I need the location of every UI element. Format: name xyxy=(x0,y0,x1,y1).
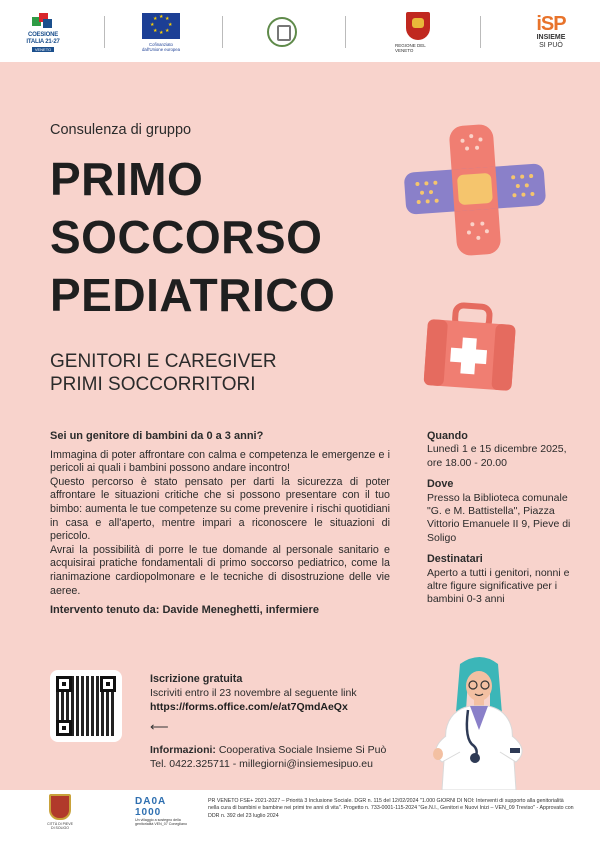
intro-paragraph: Immagina di poter affrontare con calma e competenza le emergenze e i pericoli ai quali i bambini possono andare incontro! xyxy=(50,448,390,475)
info-org: Cooperativa Sociale Insieme Si Può xyxy=(218,744,387,756)
eu-logo xyxy=(140,8,182,56)
program-text: PR VENETO FSE+ 2021-2027 – Priorità 3 Inclusione Sociale. DGR n. 115 del 12/02/2024 "1.000 GIORNI DI NOI: Interventi di supporto alla genitorialità nella cura di bambini e bambine nei primi tre anni di vita". Progetto n. 733-0001-115-2024 "Ge.N.I., Genitori e Nuovi Inizi – VEN_09 Treviso" - Approvato con DDR n. 392 del 23 luglio 2024 xyxy=(208,798,574,819)
logo-bar xyxy=(0,0,600,62)
veneto-lion-icon xyxy=(406,12,430,40)
pieve-shield-icon xyxy=(49,794,71,820)
logo-divider xyxy=(104,16,105,48)
intro-paragraph: Questo percorso è stato pensato per darti la sicurezza di poter affrontare le situazioni critiche che si possono presentare con il tuo bimbo: aumenta le tue competenze su come prevenire i rischi quotidiani in casa e all'aperto, mentre impari a riconoscere le situazioni di pericolo. xyxy=(50,475,390,543)
daa-1000-logo xyxy=(135,796,195,827)
tagline-line: PRIMI SOCCORRITORI xyxy=(50,374,256,395)
coesione-cube-icon xyxy=(32,13,54,29)
when-block xyxy=(427,430,577,470)
isp-line2: SI PUÒ xyxy=(539,42,563,49)
title-line: SOCCORSO xyxy=(50,211,323,263)
registration-text: Iscriviti entro il 23 novembre al seguente link xyxy=(150,687,357,699)
logo-divider xyxy=(480,16,481,48)
qr-finder xyxy=(56,720,72,736)
intro-paragraph: Avrai la possibilità di porre le tue domande al personale sanitario e acquisirai pratiche fondamentali di primo soccorso pediatrico, come la rianimazione cardiopolmonare e le tecniche di disostruzione delle vie aeree. xyxy=(50,543,390,597)
presenter: Intervento tenuto da: Davide Meneghetti, infermiere xyxy=(50,604,319,617)
first-aid-kit-icon xyxy=(420,300,520,395)
event-details xyxy=(427,430,577,615)
event-type: Consulenza di gruppo xyxy=(50,122,192,138)
where-label: Dove xyxy=(427,478,454,491)
title-line: PRIMO xyxy=(50,153,204,205)
page-title xyxy=(50,150,335,324)
eu-text: Cofinanziato dall'Unione europea xyxy=(141,41,181,52)
insieme-si-puo-logo xyxy=(528,8,574,56)
title-line: PEDIATRICO xyxy=(50,269,336,321)
coesione-line2: ITALIA 21-27 xyxy=(26,38,60,45)
when-label: Quando xyxy=(427,430,468,442)
info-label: Informazioni: xyxy=(150,744,216,756)
registration-section xyxy=(150,672,410,734)
regione-veneto-logo xyxy=(395,8,441,56)
qr-pattern xyxy=(56,676,116,736)
pieve-di-soligo-logo xyxy=(46,794,74,830)
arrow-left-icon: ⟵ xyxy=(150,719,169,734)
daa-text: Un villaggio a sostegno della genitorialità VEN_07 Conegliano xyxy=(135,818,187,827)
intro-section xyxy=(50,430,390,618)
italian-republic-logo xyxy=(262,8,302,56)
info-section xyxy=(150,743,440,771)
italian-republic-emblem-icon xyxy=(267,17,297,47)
daa-mark: DA0A 1000 xyxy=(135,796,166,818)
coesione-badge: VENETO xyxy=(32,47,54,52)
coesione-line1: COESIONE xyxy=(27,31,59,38)
audience-text: Aperto a tutti i genitori, nonni e altre figure significative per i bambini 0-3 anni xyxy=(427,566,570,606)
isp-line1: INSIEME xyxy=(536,34,566,41)
when-text: Lunedì 1 e 15 dicembre 2025, ore 18.00 - 20.00 xyxy=(427,443,567,469)
veneto-text: REGIONE DEL VENETO xyxy=(395,42,426,53)
logo-divider xyxy=(222,16,223,48)
registration-link[interactable]: https://forms.office.com/e/at7QmdAeQx xyxy=(150,701,348,713)
isp-mark: iSP xyxy=(536,13,566,35)
audience-label: Destinatari xyxy=(427,553,483,566)
where-text: Presso la Biblioteca comunale "G. e M. Battistella", Piazza Vittorio Emanuele II 9, Pieve di Soligo xyxy=(427,491,571,544)
qr-code[interactable] xyxy=(50,670,122,742)
coesione-italia-logo xyxy=(22,8,64,56)
tagline xyxy=(50,350,277,396)
registration-heading: Iscrizione gratuita xyxy=(150,673,243,685)
footer xyxy=(0,790,600,848)
pieve-text: CITTÀ DI PIEVE DI SOLIGO xyxy=(47,822,73,830)
audience-block xyxy=(427,553,577,607)
logo-divider xyxy=(345,16,346,48)
where-block xyxy=(427,478,577,545)
qr-finder xyxy=(100,676,116,692)
intro-heading: Sei un genitore di bambini da 0 a 3 anni? xyxy=(50,430,264,442)
qr-finder xyxy=(56,676,72,692)
info-contacts[interactable]: Tel. 0422.325711 - millegiorni@insiemesipuo.eu xyxy=(150,758,373,770)
bandage-cross-icon xyxy=(400,120,550,260)
tagline-line: GENITORI E CAREGIVER xyxy=(50,351,277,372)
eu-flag-icon: ★ ★ ★ ★ ★ ★ ★ ★ xyxy=(142,13,180,39)
